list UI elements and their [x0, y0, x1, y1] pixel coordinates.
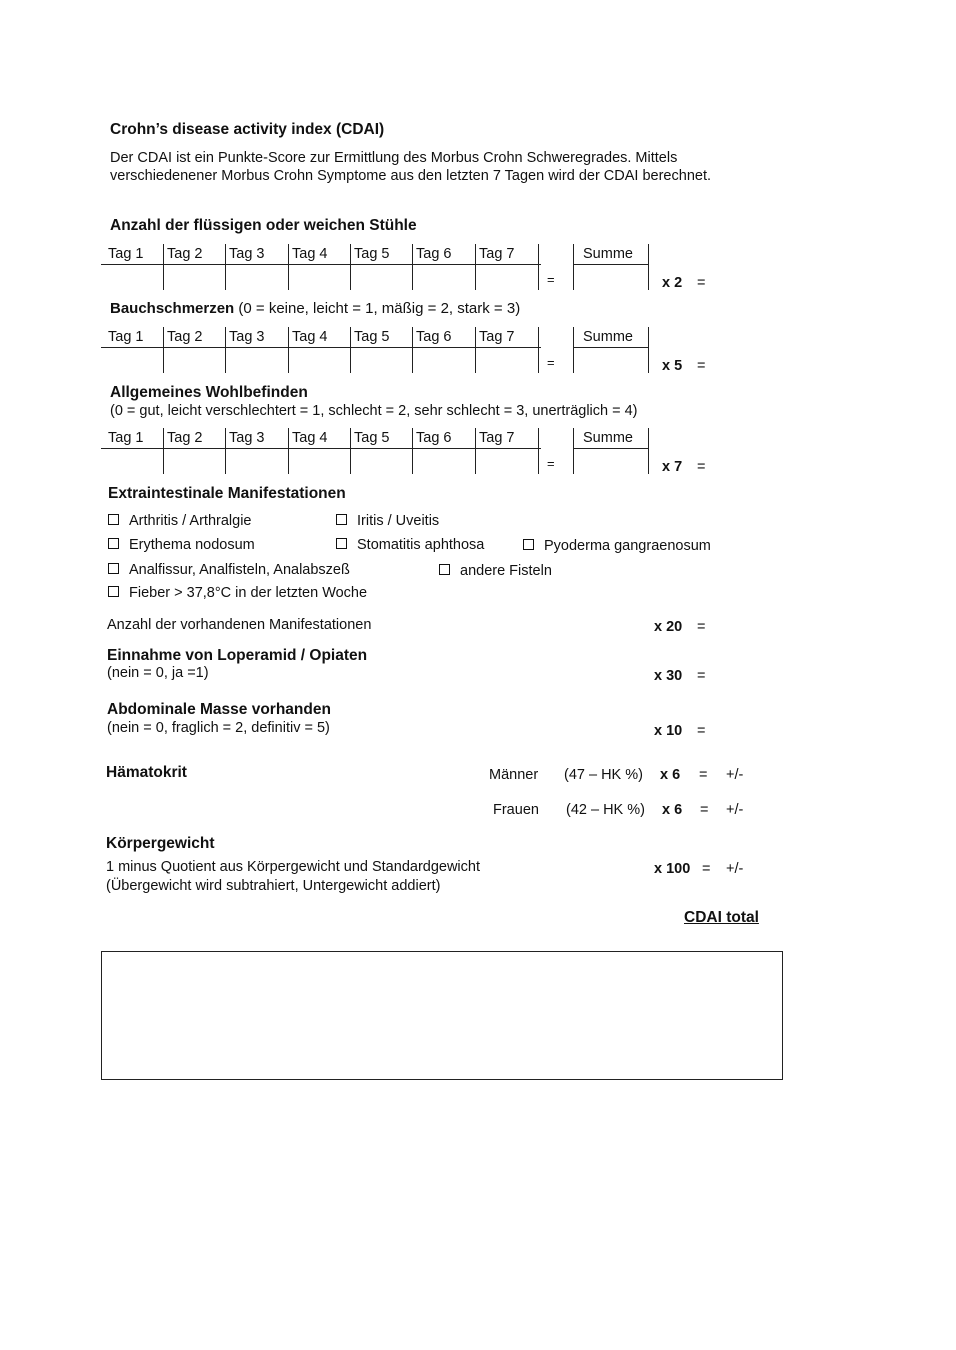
- section-manifestations-title: Extraintestinale Manifestationen: [108, 485, 346, 502]
- option-arthritis[interactable]: [108, 513, 252, 529]
- women-formula: (42 – HK %): [566, 802, 645, 818]
- factor-wellbeing: x 7: [662, 459, 683, 475]
- factor-stools: x 2: [662, 275, 683, 291]
- day-divider: [412, 244, 413, 290]
- day-label: Tag 3: [229, 430, 265, 446]
- day-label: Tag 7: [479, 246, 515, 262]
- factor-gewicht: x 100: [654, 861, 691, 877]
- section-stools-title: Anzahl der flüssigen oder weichen Stühle: [110, 217, 417, 234]
- equals-stools: =: [697, 275, 706, 291]
- factor-manifestations: x 20: [654, 619, 683, 635]
- day-divider: [538, 428, 539, 474]
- sign-women: +/-: [726, 802, 744, 818]
- checkbox[interactable]: [523, 539, 534, 550]
- day-label: Tag 6: [416, 246, 452, 262]
- day-grid-stools: [101, 244, 651, 294]
- section-wellbeing-note: (0 = gut, leicht verschlechtert = 1, schlecht = 2, sehr schlecht = 3, unerträglich = 4): [110, 403, 638, 419]
- day-label: Tag 3: [229, 329, 265, 345]
- equals-masse: =: [697, 723, 706, 739]
- day-label: Tag 2: [167, 329, 203, 345]
- checkbox[interactable]: [336, 538, 347, 549]
- day-divider: [475, 327, 476, 373]
- men-label: Männer: [489, 767, 539, 783]
- day-label: Tag 6: [416, 430, 452, 446]
- gewicht-line1: 1 minus Quotient aus Körpergewicht und Standardgewicht: [106, 859, 480, 875]
- section-masse-title: Abdominale Masse vorhanden: [107, 701, 331, 718]
- cdai-total-label: CDAI total: [684, 909, 759, 926]
- day-grid-wellbeing: [101, 428, 651, 478]
- section-loperamid-note: (nein = 0, ja =1): [107, 665, 209, 681]
- day-divider: [350, 244, 351, 290]
- day-divider: [288, 244, 289, 290]
- day-divider: [538, 244, 539, 290]
- day-divider: [163, 428, 164, 474]
- sum-field[interactable]: [573, 327, 649, 373]
- option-iritis[interactable]: [336, 513, 439, 529]
- day-label: Tag 2: [167, 246, 203, 262]
- checkbox[interactable]: [108, 586, 119, 597]
- sum-label: Summe: [583, 430, 633, 446]
- sign-men: +/-: [726, 767, 744, 783]
- day-divider: [412, 327, 413, 373]
- grid-equals: =: [547, 456, 555, 471]
- day-label: Tag 1: [108, 430, 144, 446]
- option-label: andere Fisteln: [460, 563, 552, 579]
- checkbox[interactable]: [336, 514, 347, 525]
- day-divider: [225, 244, 226, 290]
- checkbox[interactable]: [439, 564, 450, 575]
- section-masse-note: (nein = 0, fraglich = 2, definitiv = 5): [107, 720, 330, 736]
- option-fieber[interactable]: [108, 585, 367, 601]
- day-label: Tag 5: [354, 430, 390, 446]
- day-divider: [475, 244, 476, 290]
- sum-label: Summe: [583, 246, 633, 262]
- day-divider: [350, 327, 351, 373]
- equals-wellbeing: =: [697, 459, 706, 475]
- equals-manifestations: =: [697, 619, 706, 635]
- equals-pain: =: [697, 358, 706, 374]
- cdai-total-box[interactable]: [101, 951, 783, 1080]
- manifestations-count-label: Anzahl der vorhandenen Manifestationen: [107, 617, 372, 633]
- day-label: Tag 3: [229, 246, 265, 262]
- equals-gewicht: =: [702, 861, 711, 877]
- sign-gewicht: +/-: [726, 861, 744, 877]
- option-label: Arthritis / Arthralgie: [129, 513, 252, 529]
- day-divider: [288, 428, 289, 474]
- men-formula: (47 – HK %): [564, 767, 643, 783]
- section-haematokrit-title: Hämatokrit: [106, 764, 187, 781]
- option-label: Stomatitis aphthosa: [357, 537, 485, 553]
- day-divider: [288, 327, 289, 373]
- option-analfissur[interactable]: [108, 562, 350, 578]
- option-label: Iritis / Uveitis: [357, 513, 440, 529]
- equals-loperamid: =: [697, 668, 706, 684]
- equals-women: =: [700, 802, 709, 818]
- option-label: Fieber > 37,8°C in der letzten Woche: [129, 585, 368, 601]
- day-grid-pain: [101, 327, 651, 377]
- option-stomatitis[interactable]: [336, 537, 484, 553]
- checkbox[interactable]: [108, 538, 119, 549]
- option-label: Analfissur, Analfisteln, Analabszeß: [129, 562, 350, 578]
- checkbox[interactable]: [108, 514, 119, 525]
- factor-loperamid: x 30: [654, 668, 683, 684]
- equals-men: =: [699, 767, 708, 783]
- checkbox[interactable]: [108, 563, 119, 574]
- sum-label: Summe: [583, 329, 633, 345]
- option-fisteln[interactable]: [439, 563, 552, 579]
- day-divider: [163, 327, 164, 373]
- sum-field[interactable]: [573, 428, 649, 474]
- grid-equals: =: [547, 355, 555, 370]
- day-divider: [475, 428, 476, 474]
- section-loperamid-title: Einnahme von Loperamid / Opiaten: [107, 647, 368, 664]
- day-label: Tag 1: [108, 246, 144, 262]
- section-wellbeing-title: Allgemeines Wohlbefinden: [110, 384, 308, 401]
- day-label: Tag 4: [292, 430, 328, 446]
- day-divider: [412, 428, 413, 474]
- factor-masse: x 10: [654, 723, 683, 739]
- day-label: Tag 1: [108, 329, 144, 345]
- option-erythema[interactable]: [108, 537, 255, 553]
- day-label: Tag 4: [292, 329, 328, 345]
- day-divider: [538, 327, 539, 373]
- day-label: Tag 7: [479, 329, 515, 345]
- section-gewicht-title: Körpergewicht: [106, 835, 215, 852]
- day-label: Tag 2: [167, 430, 203, 446]
- factor-men: x 6: [660, 767, 681, 783]
- day-divider: [225, 327, 226, 373]
- grid-equals: =: [547, 272, 555, 287]
- day-label: Tag 4: [292, 246, 328, 262]
- intro-text: Der CDAI ist ein Punkte-Score zur Ermittlung des Morbus Crohn Schweregrades. Mittels verschiedenener Morbus Crohn Symptome aus den letzten 7 Tagen wird der CDAI berechnet.: [110, 150, 711, 184]
- section-pain-heading: Bauchschmerzen: [110, 300, 235, 317]
- day-divider: [163, 244, 164, 290]
- option-pyoderma[interactable]: [523, 538, 711, 554]
- sum-field[interactable]: [573, 244, 649, 290]
- option-label: Pyoderma gangraenosum: [544, 538, 711, 554]
- page-title: Crohn’s disease activity index (CDAI): [110, 121, 385, 138]
- day-label: Tag 5: [354, 246, 390, 262]
- gewicht-line2: (Übergewicht wird subtrahiert, Untergewicht addiert): [106, 878, 441, 894]
- factor-pain: x 5: [662, 358, 683, 374]
- day-label: Tag 5: [354, 329, 390, 345]
- women-label: Frauen: [493, 802, 539, 818]
- day-divider: [350, 428, 351, 474]
- day-divider: [225, 428, 226, 474]
- day-label: Tag 6: [416, 329, 452, 345]
- option-label: Erythema nodosum: [129, 537, 255, 553]
- factor-women: x 6: [662, 802, 683, 818]
- day-label: Tag 7: [479, 430, 515, 446]
- section-pain-note: (0 = keine, leicht = 1, mäßig = 2, stark = 3): [238, 300, 521, 317]
- section-pain-title: [110, 300, 520, 317]
